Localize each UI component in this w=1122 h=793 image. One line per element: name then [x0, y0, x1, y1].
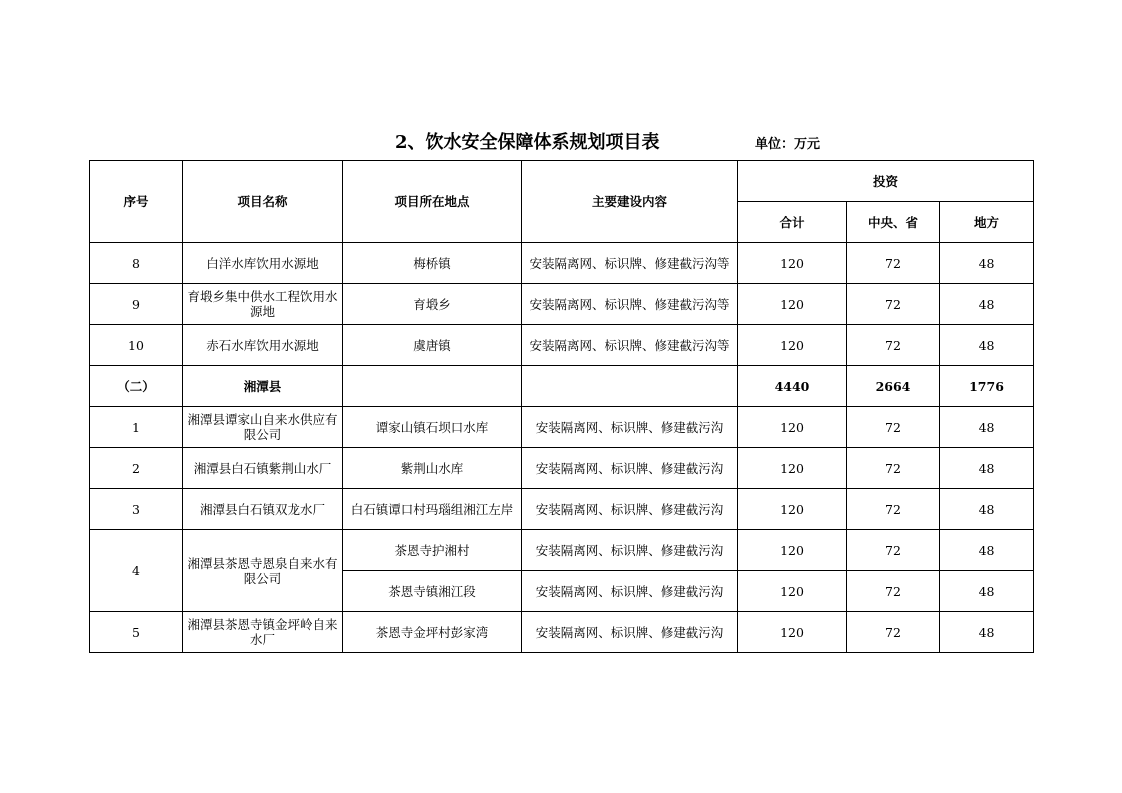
- table-row: [90, 530, 1034, 571]
- cell-name: 湘潭县白石镇紫荆山水厂: [183, 448, 343, 489]
- table-row: [90, 612, 1034, 653]
- cell-central: 72: [847, 530, 940, 571]
- cell-central: 72: [847, 325, 940, 366]
- subtotal-row: [90, 366, 1034, 407]
- header-total: 合计: [738, 202, 847, 243]
- cell-seq: 1: [90, 407, 183, 448]
- cell-name: 育塅乡集中供水工程饮用水源地: [183, 284, 343, 325]
- cell-content: 安装隔离网、标识牌、修建截污沟等: [522, 325, 738, 366]
- cell-total: 120: [738, 530, 847, 571]
- cell-content: 安装隔离网、标识牌、修建截污沟等: [522, 284, 738, 325]
- cell-central: 72: [847, 612, 940, 653]
- cell-local: 48: [940, 612, 1034, 653]
- cell-central: 72: [847, 489, 940, 530]
- cell-location: 紫荆山水库: [343, 448, 522, 489]
- cell-name: 湘潭县谭家山自来水供应有限公司: [183, 407, 343, 448]
- cell-seq: （二）: [90, 366, 183, 407]
- cell-central: 72: [847, 448, 940, 489]
- cell-total: 120: [738, 489, 847, 530]
- cell-location: 白石镇谭口村玛瑙组湘江左岸: [343, 489, 522, 530]
- cell-seq: 8: [90, 243, 183, 284]
- cell-local: 48: [940, 407, 1034, 448]
- cell-local: 48: [940, 530, 1034, 571]
- cell-seq: 3: [90, 489, 183, 530]
- cell-name: 湘潭县白石镇双龙水厂: [183, 489, 343, 530]
- table-row: [90, 243, 1034, 284]
- cell-central: 72: [847, 571, 940, 612]
- cell-local: 48: [940, 489, 1034, 530]
- cell-local: 48: [940, 284, 1034, 325]
- table-row: [90, 489, 1034, 530]
- header-location: 项目所在地点: [343, 161, 522, 243]
- project-table: [89, 160, 1034, 653]
- cell-content: 安装隔离网、标识牌、修建截污沟: [522, 448, 738, 489]
- cell-local: 48: [940, 325, 1034, 366]
- cell-content: 安装隔离网、标识牌、修建截污沟: [522, 530, 738, 571]
- cell-location: 茶恩寺金坪村彭家湾: [343, 612, 522, 653]
- cell-content: 安装隔离网、标识牌、修建截污沟等: [522, 243, 738, 284]
- header-content: 主要建设内容: [522, 161, 738, 243]
- cell-name: 赤石水库饮用水源地: [183, 325, 343, 366]
- cell-seq: 5: [90, 612, 183, 653]
- unit-label: 单位：万元: [755, 137, 821, 152]
- cell-total: 4440: [738, 366, 847, 407]
- cell-location: 茶恩寺镇湘江段: [343, 571, 522, 612]
- table-row: [90, 284, 1034, 325]
- cell-name: 湘潭县茶恩寺镇金坪岭自来水厂: [183, 612, 343, 653]
- cell-total: 120: [738, 243, 847, 284]
- cell-central: 72: [847, 284, 940, 325]
- cell-location: 育塅乡: [343, 284, 522, 325]
- cell-central: 2664: [847, 366, 940, 407]
- cell-name: 湘潭县茶恩寺恩泉自来水有限公司: [183, 530, 343, 612]
- header-local: 地方: [940, 202, 1034, 243]
- header-investment: 投资: [738, 161, 1034, 202]
- cell-central: 72: [847, 407, 940, 448]
- cell-content: 安装隔离网、标识牌、修建截污沟: [522, 407, 738, 448]
- cell-seq: 4: [90, 530, 183, 612]
- cell-location: 虞唐镇: [343, 325, 522, 366]
- cell-content: [522, 366, 738, 407]
- cell-seq: 9: [90, 284, 183, 325]
- cell-total: 120: [738, 571, 847, 612]
- cell-name: 白洋水库饮用水源地: [183, 243, 343, 284]
- page-title: 2、饮水安全保障体系规划项目表: [395, 132, 660, 153]
- header-seq: 序号: [90, 161, 183, 243]
- table-row: [90, 407, 1034, 448]
- cell-central: 72: [847, 243, 940, 284]
- cell-content: 安装隔离网、标识牌、修建截污沟: [522, 489, 738, 530]
- cell-location: 谭家山镇石坝口水库: [343, 407, 522, 448]
- cell-total: 120: [738, 325, 847, 366]
- cell-total: 120: [738, 448, 847, 489]
- cell-location: 梅桥镇: [343, 243, 522, 284]
- cell-location: [343, 366, 522, 407]
- cell-local: 48: [940, 571, 1034, 612]
- cell-seq: 10: [90, 325, 183, 366]
- cell-content: 安装隔离网、标识牌、修建截污沟: [522, 571, 738, 612]
- table-row: [90, 448, 1034, 489]
- cell-total: 120: [738, 284, 847, 325]
- table-row: [90, 325, 1034, 366]
- cell-total: 120: [738, 612, 847, 653]
- cell-total: 120: [738, 407, 847, 448]
- cell-content: 安装隔离网、标识牌、修建截污沟: [522, 612, 738, 653]
- cell-name: 湘潭县: [183, 366, 343, 407]
- header-row: [90, 161, 1034, 202]
- cell-local: 48: [940, 243, 1034, 284]
- header-name: 项目名称: [183, 161, 343, 243]
- cell-location: 茶恩寺护湘村: [343, 530, 522, 571]
- header-central: 中央、省: [847, 202, 940, 243]
- cell-seq: 2: [90, 448, 183, 489]
- cell-local: 48: [940, 448, 1034, 489]
- cell-local: 1776: [940, 366, 1034, 407]
